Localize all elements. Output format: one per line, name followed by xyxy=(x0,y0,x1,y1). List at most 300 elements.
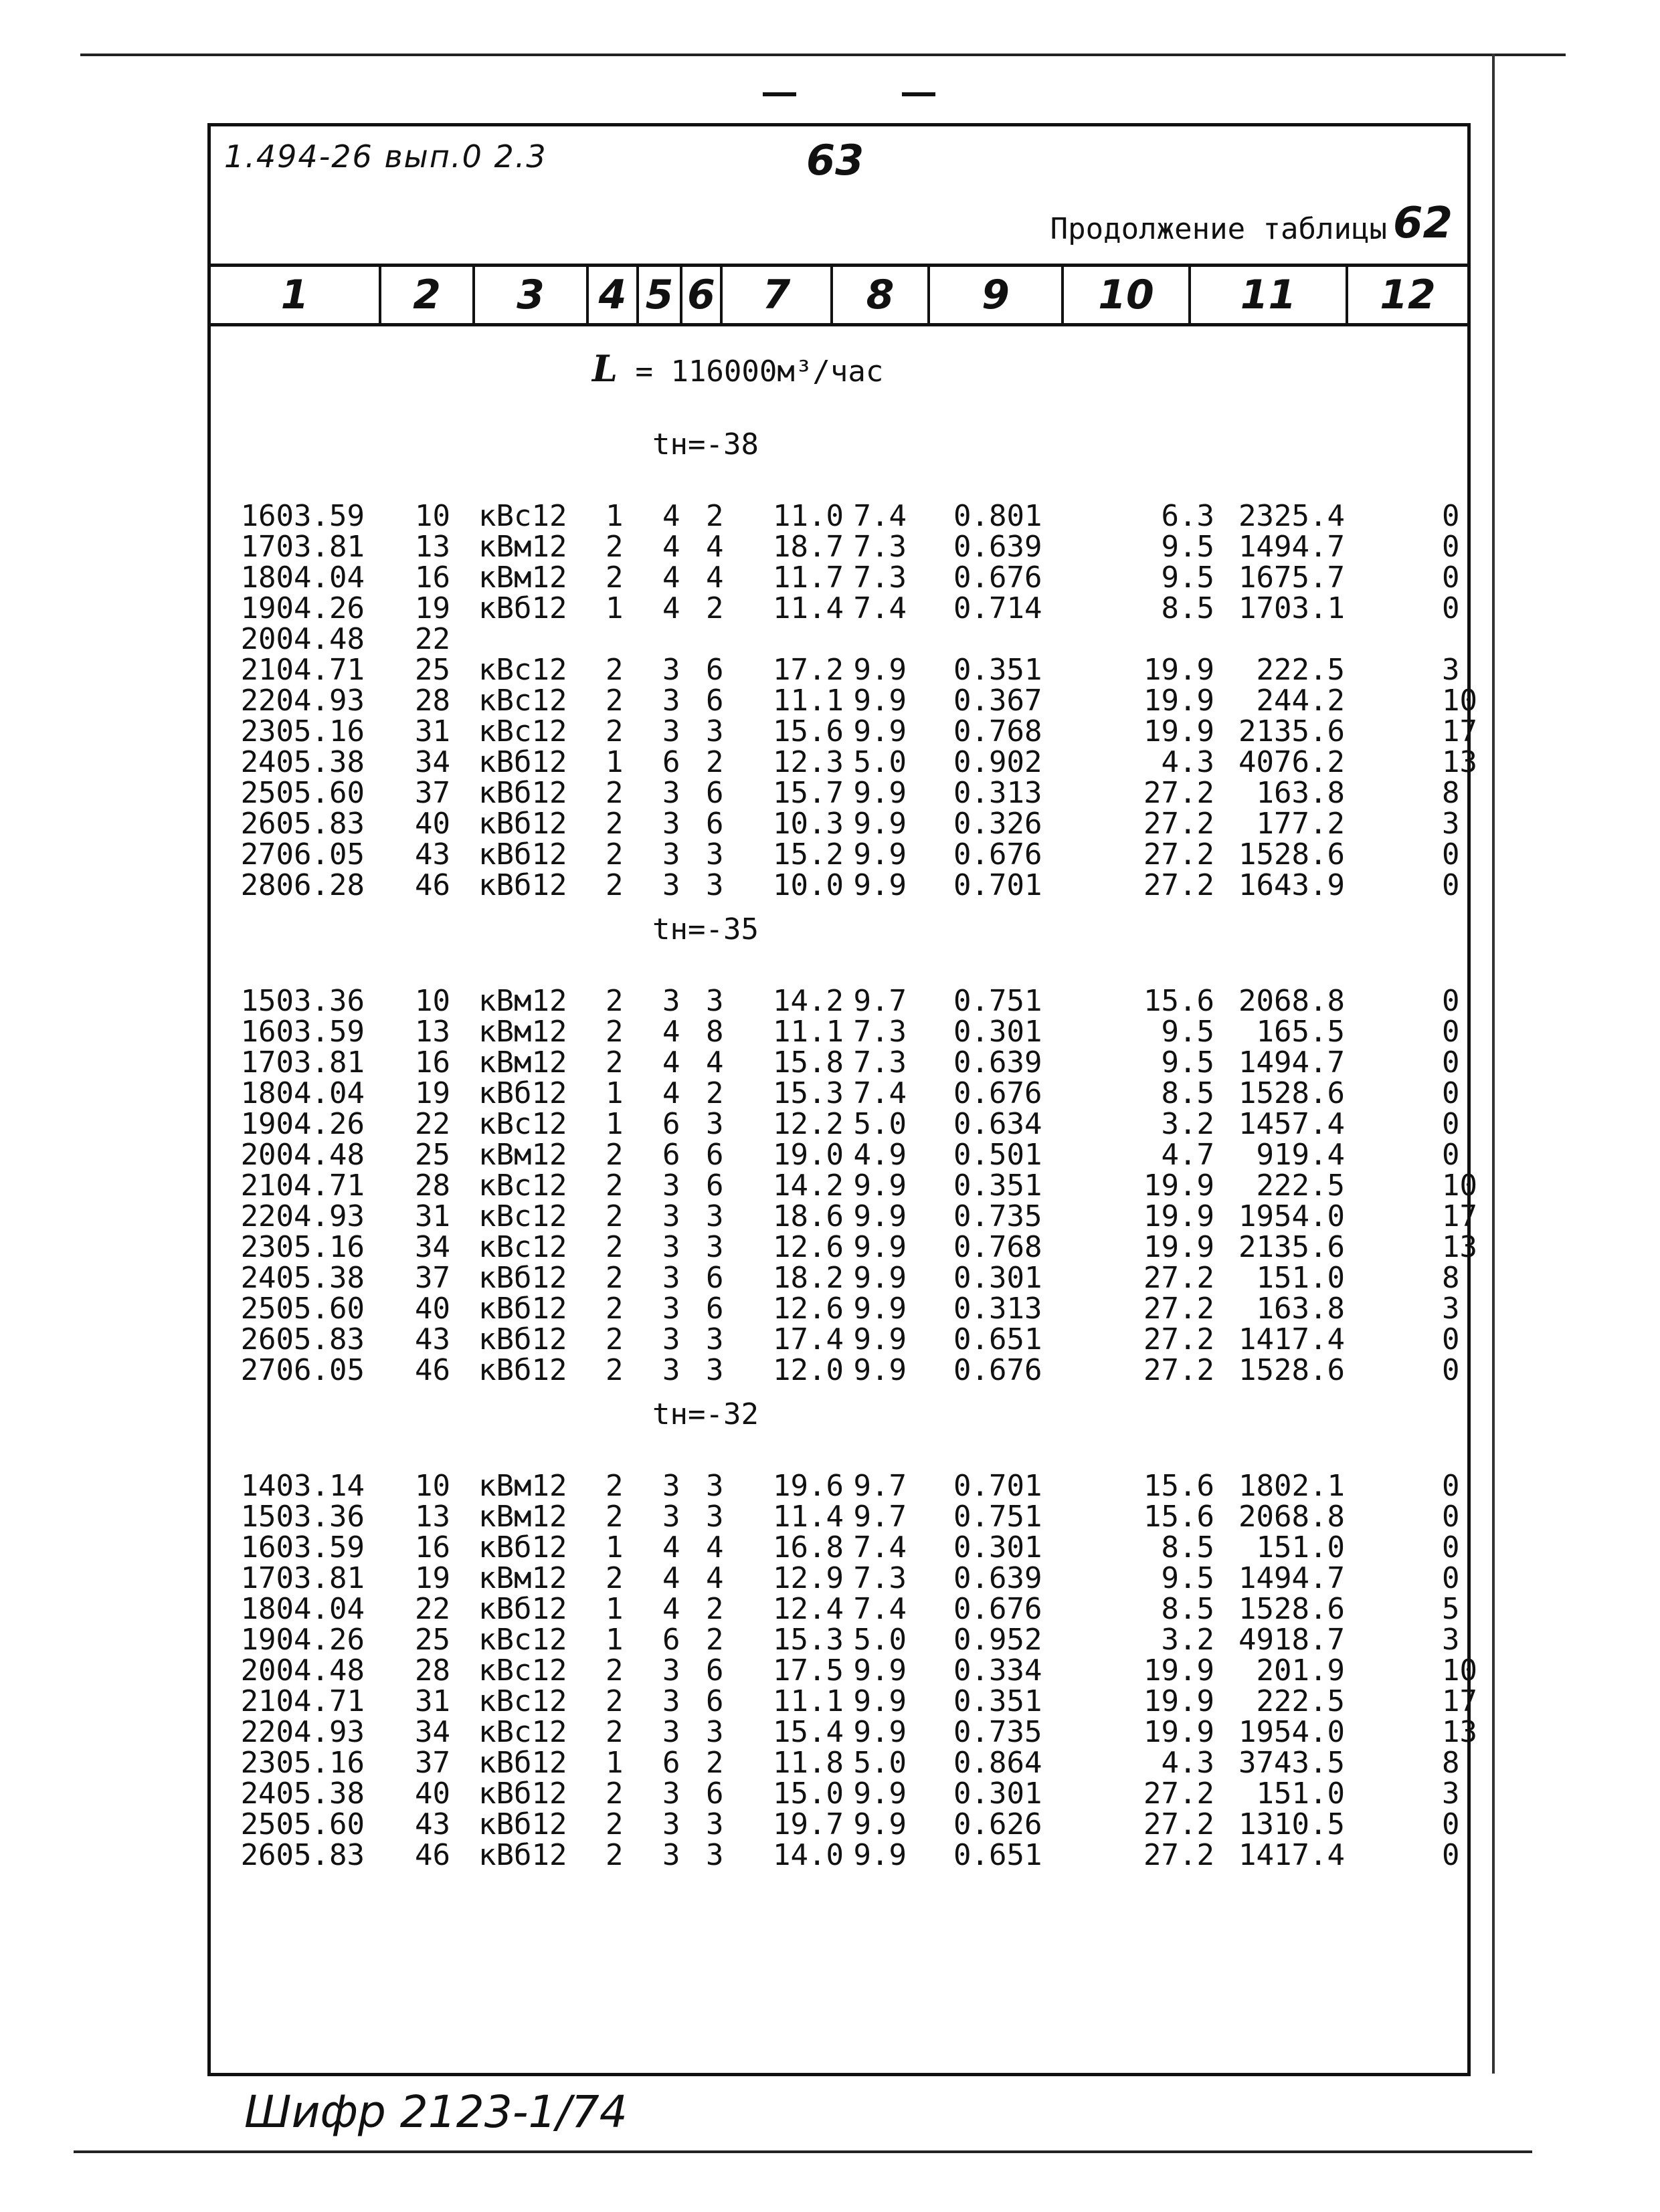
cell-col-4: 1 xyxy=(606,591,624,625)
cell-col-8: 9.9 xyxy=(853,1684,907,1718)
cell-col-11: 1417.4 xyxy=(1238,1838,1345,1872)
cell-col-9: 0.701 xyxy=(953,1469,1042,1503)
cell-col-6: 6 xyxy=(706,684,724,718)
table-row xyxy=(211,1109,1467,1140)
cell-col-5: 4 xyxy=(662,1015,680,1049)
cell-col-3: кВб12 xyxy=(478,1353,567,1387)
cell-col-2: 34 xyxy=(415,1715,450,1749)
cell-col-1: 2204.93 xyxy=(240,1199,365,1233)
cell-col-1: 2204.93 xyxy=(240,684,365,718)
cell-col-10: 15.6 xyxy=(1143,984,1214,1018)
cell-col-7: 11.4 xyxy=(773,591,844,625)
cell-col-3: кВм12 xyxy=(478,1561,567,1595)
cell-col-11: 222.5 xyxy=(1256,653,1345,687)
cell-col-4: 2 xyxy=(606,1353,624,1387)
cell-col-12: 13 xyxy=(1442,1230,1477,1264)
cell-col-10: 3.2 xyxy=(1161,1107,1214,1141)
cell-col-2: 25 xyxy=(415,653,450,687)
cell-col-12: 0 xyxy=(1442,591,1460,625)
cell-col-11: 919.4 xyxy=(1256,1138,1345,1172)
cell-col-6: 6 xyxy=(706,1653,724,1688)
cell-col-10: 4.7 xyxy=(1161,1138,1214,1172)
cell-col-4: 1 xyxy=(606,1530,624,1565)
scan-border-right xyxy=(1492,54,1495,2074)
cell-col-12: 3 xyxy=(1442,1292,1460,1326)
cell-col-12: 0 xyxy=(1442,868,1460,902)
cell-col-7: 10.3 xyxy=(773,807,844,841)
cell-col-5: 3 xyxy=(662,1261,680,1295)
cell-col-5: 3 xyxy=(662,1684,680,1718)
cell-col-2: 43 xyxy=(415,837,450,872)
cell-col-4: 1 xyxy=(606,745,624,779)
cell-col-2: 16 xyxy=(415,1530,450,1565)
cell-col-12: 0 xyxy=(1442,1561,1460,1595)
cell-col-7: 11.1 xyxy=(773,1015,844,1049)
cell-col-10: 27.2 xyxy=(1143,1838,1214,1872)
cell-col-5: 3 xyxy=(662,714,680,748)
cell-col-11: 1643.9 xyxy=(1238,868,1345,902)
cell-col-12: 3 xyxy=(1442,1623,1460,1657)
cell-col-5: 6 xyxy=(662,745,680,779)
cell-col-3: кВс12 xyxy=(478,1684,567,1718)
cell-col-11: 1457.4 xyxy=(1238,1107,1345,1141)
cell-col-6: 2 xyxy=(706,499,724,533)
cell-col-3: кВм12 xyxy=(478,530,567,564)
cell-col-5: 3 xyxy=(662,653,680,687)
cell-col-11: 1675.7 xyxy=(1238,561,1345,595)
cell-col-2: 40 xyxy=(415,1292,450,1326)
cell-col-3: кВб12 xyxy=(478,1322,567,1356)
cell-col-8: 7.4 xyxy=(853,1530,907,1565)
cell-col-2: 37 xyxy=(415,1746,450,1780)
cell-col-3: кВс12 xyxy=(478,653,567,687)
cell-col-10: 9.5 xyxy=(1161,530,1214,564)
cell-col-2: 10 xyxy=(415,1469,450,1503)
cell-col-1: 2305.16 xyxy=(240,714,365,748)
cell-col-1: 1603.59 xyxy=(240,1015,365,1049)
cell-col-9: 0.626 xyxy=(953,1807,1042,1841)
top-dash-mark xyxy=(902,92,935,96)
cell-col-4: 2 xyxy=(606,561,624,595)
cell-col-3: кВб12 xyxy=(478,1076,567,1110)
column-header-12: 12 xyxy=(1380,272,1436,318)
cell-col-6: 4 xyxy=(706,1530,724,1565)
cell-col-10: 27.2 xyxy=(1143,1292,1214,1326)
cell-col-3: кВс12 xyxy=(478,1169,567,1203)
cell-col-3: кВм12 xyxy=(478,1500,567,1534)
cell-col-6: 2 xyxy=(706,1592,724,1626)
cell-col-7: 17.4 xyxy=(773,1322,844,1356)
cell-col-10: 8.5 xyxy=(1161,1530,1214,1565)
table-row xyxy=(211,1199,1477,1233)
cell-col-12: 0 xyxy=(1442,1045,1460,1080)
scan-border-top xyxy=(80,54,1566,56)
table-row xyxy=(211,1471,1467,1502)
column-header-9: 9 xyxy=(930,267,1064,323)
cell-col-1: 1804.04 xyxy=(240,1076,365,1110)
cell-col-5: 3 xyxy=(662,1292,680,1326)
cell-col-3: кВб12 xyxy=(478,1777,567,1811)
cell-col-7: 10.0 xyxy=(773,868,844,902)
cell-col-6: 2 xyxy=(706,1076,724,1110)
cell-col-12: 0 xyxy=(1442,1500,1460,1534)
cell-col-6: 3 xyxy=(706,1715,724,1749)
cell-col-8: 9.9 xyxy=(853,837,907,872)
table-row xyxy=(211,501,1467,532)
cell-col-5: 6 xyxy=(662,1107,680,1141)
cell-col-8: 7.3 xyxy=(853,1045,907,1080)
cell-col-2: 37 xyxy=(415,1261,450,1295)
cell-col-6: 4 xyxy=(706,1045,724,1080)
table-row xyxy=(211,684,1477,718)
cell-col-10: 27.2 xyxy=(1143,1807,1214,1841)
cell-col-4: 2 xyxy=(606,1838,624,1872)
cell-col-3: кВс12 xyxy=(478,1715,567,1749)
cell-col-9: 0.301 xyxy=(953,1777,1042,1811)
cell-col-4: 1 xyxy=(606,1076,624,1110)
cell-col-1: 2104.71 xyxy=(240,1169,365,1203)
column-header-5: 5 xyxy=(639,267,682,323)
cell-col-5: 3 xyxy=(662,684,680,718)
cell-col-3: кВм12 xyxy=(478,561,567,595)
cell-col-1: 2405.38 xyxy=(240,1261,365,1295)
cell-col-11: 3743.5 xyxy=(1238,1746,1345,1780)
cell-col-6: 8 xyxy=(706,1015,724,1049)
document-frame xyxy=(207,123,1477,2138)
cell-col-2: 25 xyxy=(415,1138,450,1172)
cell-col-6: 3 xyxy=(706,1353,724,1387)
cell-col-12: 10 xyxy=(1442,1169,1477,1203)
cell-col-3: кВс12 xyxy=(478,684,567,718)
cell-col-5: 3 xyxy=(662,1169,680,1203)
cell-col-8: 9.7 xyxy=(853,1500,907,1534)
cell-col-3: кВб12 xyxy=(478,807,567,841)
cell-col-6: 3 xyxy=(706,837,724,872)
cell-col-6: 4 xyxy=(706,530,724,564)
cell-col-11: 1494.7 xyxy=(1238,1045,1345,1080)
cell-col-1: 2305.16 xyxy=(240,1746,365,1780)
cell-col-4: 2 xyxy=(606,984,624,1018)
cell-col-8: 4.9 xyxy=(853,1138,907,1172)
section-title: tн=-35 xyxy=(652,912,759,946)
cell-col-5: 4 xyxy=(662,1561,680,1595)
table-row xyxy=(211,1840,1467,1871)
table-row xyxy=(211,1169,1477,1203)
cell-col-7: 17.2 xyxy=(773,653,844,687)
cell-col-12: 0 xyxy=(1442,1076,1460,1110)
continuation-label: Продолжение таблицы xyxy=(1050,212,1387,246)
cell-col-12: 0 xyxy=(1442,530,1460,564)
cell-col-1: 2305.16 xyxy=(240,1230,365,1264)
cell-col-4: 1 xyxy=(606,499,624,533)
cell-col-8: 9.9 xyxy=(853,1230,907,1264)
cell-col-3: кВб12 xyxy=(478,1530,567,1565)
cell-col-8: 7.3 xyxy=(853,561,907,595)
cell-col-8: 9.7 xyxy=(853,984,907,1018)
cell-col-4: 2 xyxy=(606,1169,624,1203)
cell-col-9: 0.651 xyxy=(953,1322,1042,1356)
cell-col-7: 16.8 xyxy=(773,1530,844,1565)
cell-col-7: 18.7 xyxy=(773,530,844,564)
cell-col-1: 1503.36 xyxy=(240,1500,365,1534)
cell-col-12: 0 xyxy=(1442,1015,1460,1049)
cell-col-11: 201.9 xyxy=(1256,1653,1345,1688)
cell-col-12: 17 xyxy=(1442,1684,1477,1718)
cell-col-12: 0 xyxy=(1442,1807,1460,1841)
cell-col-5: 3 xyxy=(662,1838,680,1872)
cell-col-12: 0 xyxy=(1442,1138,1460,1172)
table-row xyxy=(211,1140,1467,1171)
cell-col-1: 1804.04 xyxy=(240,561,365,595)
cell-col-7: 11.4 xyxy=(773,1500,844,1534)
cell-col-7: 15.6 xyxy=(773,714,844,748)
cell-col-4: 2 xyxy=(606,1807,624,1841)
cell-col-7: 12.0 xyxy=(773,1353,844,1387)
cell-col-10: 27.2 xyxy=(1143,1322,1214,1356)
cell-col-5: 3 xyxy=(662,1230,680,1264)
cell-col-7: 11.0 xyxy=(773,499,844,533)
cell-col-8: 5.0 xyxy=(853,1107,907,1141)
column-header-4: 4 xyxy=(589,267,639,323)
cell-col-2: 10 xyxy=(415,984,450,1018)
cell-col-2: 25 xyxy=(415,1623,450,1657)
cell-col-2: 31 xyxy=(415,1684,450,1718)
cell-col-11: 222.5 xyxy=(1256,1169,1345,1203)
table-row xyxy=(211,1324,1467,1355)
cell-col-4: 2 xyxy=(606,1653,624,1688)
table-row xyxy=(211,563,1467,593)
cell-col-2: 34 xyxy=(415,745,450,779)
cell-col-5: 4 xyxy=(662,1592,680,1626)
cell-col-8: 9.9 xyxy=(853,684,907,718)
cell-col-4: 1 xyxy=(606,1746,624,1780)
table-row xyxy=(211,986,1467,1017)
cell-col-9: 0.768 xyxy=(953,714,1042,748)
cell-col-12: 8 xyxy=(1442,776,1460,810)
cell-col-3: кВс12 xyxy=(478,1623,567,1657)
cell-col-12: 17 xyxy=(1442,714,1477,748)
cell-col-1: 2505.60 xyxy=(240,1807,365,1841)
column-header-6: 6 xyxy=(682,267,723,323)
cell-col-6: 6 xyxy=(706,776,724,810)
cell-col-6: 6 xyxy=(706,807,724,841)
cell-col-9: 0.676 xyxy=(953,837,1042,872)
cell-col-12: 10 xyxy=(1442,684,1477,718)
cell-col-11: 1528.6 xyxy=(1238,1592,1345,1626)
cell-col-4: 2 xyxy=(606,868,624,902)
cell-col-5: 3 xyxy=(662,1807,680,1841)
cell-col-11: 1954.0 xyxy=(1238,1715,1345,1749)
cell-col-8: 7.3 xyxy=(853,530,907,564)
cell-col-1: 1603.59 xyxy=(240,499,365,533)
table-row xyxy=(211,809,1467,839)
cell-col-8: 9.9 xyxy=(853,776,907,810)
cell-col-10: 27.2 xyxy=(1143,1261,1214,1295)
cell-col-2: 13 xyxy=(415,530,450,564)
cell-col-8: 9.9 xyxy=(853,1322,907,1356)
cell-col-10: 27.2 xyxy=(1143,837,1214,872)
table-row xyxy=(211,1263,1467,1294)
cell-col-1: 1804.04 xyxy=(240,1592,365,1626)
cell-col-8: 9.9 xyxy=(853,1715,907,1749)
cell-col-6: 6 xyxy=(706,1684,724,1718)
cell-col-11: 151.0 xyxy=(1256,1530,1345,1565)
cell-col-6: 6 xyxy=(706,1261,724,1295)
cell-col-7: 19.6 xyxy=(773,1469,844,1503)
cell-col-6: 3 xyxy=(706,1807,724,1841)
cell-col-5: 3 xyxy=(662,837,680,872)
cell-col-9: 0.334 xyxy=(953,1653,1042,1688)
cell-col-1: 2104.71 xyxy=(240,1684,365,1718)
table-row xyxy=(211,1047,1467,1078)
cell-col-6: 3 xyxy=(706,1500,724,1534)
cell-col-6: 4 xyxy=(706,561,724,595)
cell-col-7: 19.0 xyxy=(773,1138,844,1172)
cell-col-7: 12.4 xyxy=(773,1592,844,1626)
cell-col-6: 3 xyxy=(706,714,724,748)
cell-col-10: 9.5 xyxy=(1161,561,1214,595)
cell-col-1: 2806.28 xyxy=(240,868,365,902)
cell-col-4: 2 xyxy=(606,1777,624,1811)
cell-col-2: 34 xyxy=(415,1230,450,1264)
column-header-7: 7 xyxy=(723,267,833,323)
cell-col-8: 7.3 xyxy=(853,1015,907,1049)
cell-col-3: кВб12 xyxy=(478,1261,567,1295)
cell-col-10: 19.9 xyxy=(1143,714,1214,748)
flow-symbol: L xyxy=(592,347,618,390)
cell-col-8: 9.9 xyxy=(853,714,907,748)
cell-col-6: 3 xyxy=(706,1322,724,1356)
cell-col-2: 40 xyxy=(415,1777,450,1811)
cell-col-5: 3 xyxy=(662,868,680,902)
cell-col-9: 0.367 xyxy=(953,684,1042,718)
cell-col-4: 2 xyxy=(606,714,624,748)
cell-col-6: 6 xyxy=(706,1777,724,1811)
cell-col-9: 0.301 xyxy=(953,1530,1042,1565)
cell-col-12: 17 xyxy=(1442,1199,1477,1233)
cell-col-10: 9.5 xyxy=(1161,1561,1214,1595)
cell-col-9: 0.301 xyxy=(953,1261,1042,1295)
cell-col-2: 22 xyxy=(415,1592,450,1626)
cell-col-5: 3 xyxy=(662,1653,680,1688)
cell-col-3: кВм12 xyxy=(478,1045,567,1080)
cell-col-10: 8.5 xyxy=(1161,1076,1214,1110)
cell-col-7: 14.2 xyxy=(773,984,844,1018)
cell-col-9: 0.351 xyxy=(953,1169,1042,1203)
cell-col-2: 28 xyxy=(415,1169,450,1203)
cell-col-5: 3 xyxy=(662,776,680,810)
cell-col-4: 2 xyxy=(606,1322,624,1356)
cell-col-8: 9.9 xyxy=(853,1261,907,1295)
cell-col-1: 1703.81 xyxy=(240,1561,365,1595)
cell-col-11: 222.5 xyxy=(1256,1684,1345,1718)
flow-formula xyxy=(592,347,883,390)
cell-col-5: 3 xyxy=(662,1469,680,1503)
cell-col-5: 4 xyxy=(662,1530,680,1565)
cell-col-12: 3 xyxy=(1442,1777,1460,1811)
column-header-1: 1 xyxy=(211,267,381,323)
cell-col-4: 2 xyxy=(606,530,624,564)
cell-col-6: 3 xyxy=(706,984,724,1018)
section-title: tн=-32 xyxy=(652,1397,759,1431)
cell-col-2: 31 xyxy=(415,1199,450,1233)
cell-col-9: 0.639 xyxy=(953,530,1042,564)
cell-col-4: 2 xyxy=(606,1230,624,1264)
column-header-10: 10 xyxy=(1064,267,1191,323)
cell-col-7: 15.8 xyxy=(773,1045,844,1080)
cell-col-2: 40 xyxy=(415,807,450,841)
cell-col-4: 2 xyxy=(606,1138,624,1172)
cell-col-9: 0.634 xyxy=(953,1107,1042,1141)
cell-col-9: 0.701 xyxy=(953,868,1042,902)
cell-col-10: 19.9 xyxy=(1143,1199,1214,1233)
cell-col-11: 151.0 xyxy=(1256,1261,1345,1295)
cell-col-8: 7.4 xyxy=(853,1076,907,1110)
cell-col-12: 0 xyxy=(1442,1838,1460,1872)
cell-col-4: 2 xyxy=(606,1715,624,1749)
cell-col-3: кВб12 xyxy=(478,1592,567,1626)
cell-col-4: 1 xyxy=(606,1623,624,1657)
scan-border-bottom xyxy=(74,2150,1532,2153)
cell-col-1: 2505.60 xyxy=(240,776,365,810)
cell-col-5: 3 xyxy=(662,984,680,1018)
cell-col-12: 0 xyxy=(1442,1107,1460,1141)
cell-col-9: 0.952 xyxy=(953,1623,1042,1657)
column-header-3: 3 xyxy=(475,267,589,323)
cell-col-11: 1528.6 xyxy=(1238,1353,1345,1387)
cell-col-10: 3.2 xyxy=(1161,1623,1214,1657)
cell-col-1: 2505.60 xyxy=(240,1292,365,1326)
table-row xyxy=(211,1017,1467,1047)
table-row xyxy=(211,714,1477,748)
cell-col-7: 12.6 xyxy=(773,1292,844,1326)
table-row xyxy=(211,1653,1477,1688)
cell-col-12: 0 xyxy=(1442,1530,1460,1565)
cell-col-3: кВс12 xyxy=(478,714,567,748)
table-row xyxy=(211,778,1467,809)
cipher-code: Шифр 2123-1/74 xyxy=(244,2086,628,2138)
cell-col-10: 19.9 xyxy=(1143,1169,1214,1203)
cell-col-11: 151.0 xyxy=(1256,1777,1345,1811)
cell-col-12: 8 xyxy=(1442,1746,1460,1780)
cell-col-9: 0.501 xyxy=(953,1138,1042,1172)
cell-col-3: кВс12 xyxy=(478,1107,567,1141)
cell-col-8: 5.0 xyxy=(853,1623,907,1657)
cell-col-4: 2 xyxy=(606,1292,624,1326)
cell-col-10: 27.2 xyxy=(1143,1777,1214,1811)
cell-col-5: 6 xyxy=(662,1138,680,1172)
cell-col-7: 11.7 xyxy=(773,561,844,595)
cell-col-1: 2405.38 xyxy=(240,1777,365,1811)
cell-col-12: 13 xyxy=(1442,745,1477,779)
cell-col-7: 19.7 xyxy=(773,1807,844,1841)
cell-col-7: 12.3 xyxy=(773,745,844,779)
cell-col-7: 11.1 xyxy=(773,1684,844,1718)
cell-col-9: 0.864 xyxy=(953,1746,1042,1780)
table-row xyxy=(211,1532,1467,1563)
cell-col-10: 27.2 xyxy=(1143,776,1214,810)
cell-col-7: 18.6 xyxy=(773,1199,844,1233)
cell-col-4: 2 xyxy=(606,1500,624,1534)
table-row xyxy=(211,1625,1467,1655)
cell-col-1: 2706.05 xyxy=(240,837,365,872)
table-row xyxy=(211,1294,1467,1324)
cell-col-5: 3 xyxy=(662,1322,680,1356)
cell-col-10: 4.3 xyxy=(1161,745,1214,779)
cell-col-4: 2 xyxy=(606,653,624,687)
column-header-11: 11 xyxy=(1191,267,1348,323)
cell-col-10: 19.9 xyxy=(1143,684,1214,718)
